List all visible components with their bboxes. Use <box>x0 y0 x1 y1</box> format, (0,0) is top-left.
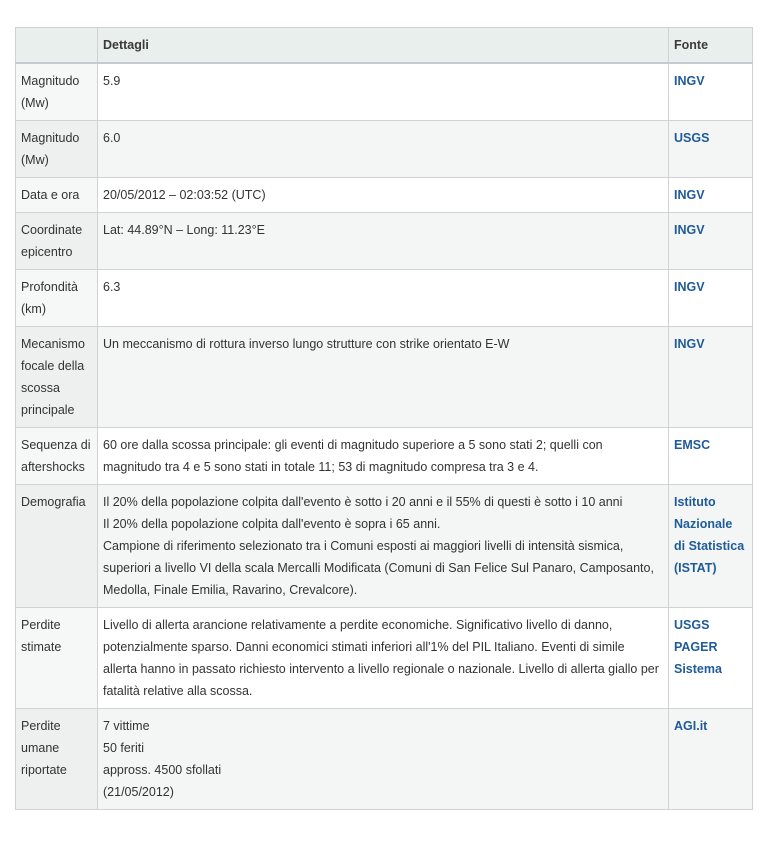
row-label: Sequenza di aftershocks <box>16 428 98 485</box>
source-link[interactable]: Istituto Nazionale di Statistica (ISTAT) <box>674 495 745 575</box>
source-link[interactable]: EMSC <box>674 438 711 452</box>
row-details <box>98 428 669 485</box>
header-details-column: Dettagli <box>98 28 669 64</box>
row-source <box>669 63 753 121</box>
row-source <box>669 213 753 270</box>
details-line: appross. 4500 sfollati <box>103 763 222 777</box>
table-row <box>16 709 753 810</box>
row-details <box>98 270 669 327</box>
details-line: 50 feriti <box>103 741 144 755</box>
table-row <box>16 608 753 709</box>
table-row <box>16 213 753 270</box>
details-line: 20/05/2012 – 02:03:52 (UTC) <box>103 188 266 202</box>
details-line: (21/05/2012) <box>103 785 174 799</box>
header-source-column: Fonte <box>669 28 753 64</box>
table-header-row <box>16 28 753 64</box>
source-link[interactable]: USGS PAGER Sistema <box>674 618 722 676</box>
row-details <box>98 178 669 213</box>
source-link[interactable]: INGV <box>674 337 705 351</box>
row-source <box>669 270 753 327</box>
row-details <box>98 485 669 608</box>
earthquake-details-table <box>15 27 753 810</box>
source-link[interactable]: INGV <box>674 280 705 294</box>
details-line: Il 20% della popolazione colpita dall'evento è sotto i 20 anni e il 55% di questi è sotto i 10 anni <box>103 495 623 509</box>
source-link[interactable]: INGV <box>674 223 705 237</box>
details-line: 5.9 <box>103 74 121 88</box>
table-row <box>16 63 753 121</box>
row-source <box>669 485 753 608</box>
row-details <box>98 327 669 428</box>
details-line: Lat: 44.89°N – Long: 11.23°E <box>103 223 265 237</box>
row-label: Demografia <box>16 485 98 608</box>
details-line: Il 20% della popolazione colpita dall'evento è sopra i 65 anni. <box>103 517 441 531</box>
table-row <box>16 178 753 213</box>
table-row <box>16 327 753 428</box>
row-label: Magnitudo (Mw) <box>16 121 98 178</box>
row-source <box>669 608 753 709</box>
source-link[interactable]: USGS <box>674 131 710 145</box>
row-details <box>98 63 669 121</box>
table-row <box>16 428 753 485</box>
row-label: Perdite umane riportate <box>16 709 98 810</box>
details-line: 60 ore dalla scossa principale: gli eventi di magnitudo superiore a 5 sono stati 2; quelli con magnitudo tra 4 e 5 sono stati in totale 11; 53 di magnitudo compresa tra 3 e 4. <box>103 438 603 474</box>
row-details <box>98 709 669 810</box>
row-source <box>669 709 753 810</box>
row-source <box>669 121 753 178</box>
row-label: Coordinate epicentro <box>16 213 98 270</box>
row-label: Perdite stimate <box>16 608 98 709</box>
row-label: Mecanismo focale della scossa principale <box>16 327 98 428</box>
row-source <box>669 178 753 213</box>
header-label-column <box>16 28 98 64</box>
source-link[interactable]: INGV <box>674 74 705 88</box>
row-details <box>98 608 669 709</box>
details-line: Campione di riferimento selezionato tra i Comuni esposti ai maggiori livelli di intensità sismica, superiori a livello VI della scala Mercalli Modificata (Comuni di San Felice Sul Panaro, Camposanto, Medolla, Finale Emilia, Ravarino, Crevalcore). <box>103 539 654 597</box>
row-details <box>98 121 669 178</box>
row-source <box>669 428 753 485</box>
row-label: Data e ora <box>16 178 98 213</box>
table-row <box>16 121 753 178</box>
details-line: Livello di allerta arancione relativamente a perdite economiche. Significativo livello di danno, potenzialmente sparso. Danni economici stimati inferiori all'1% del PIL Italiano. Eventi di simile allerta hanno in passato richiesto intervento a livello regionale o nazionale. Livello di allerta giallo per fatalità relative alla scossa. <box>103 618 659 698</box>
table-row <box>16 485 753 608</box>
details-line: Un meccanismo di rottura inverso lungo strutture con strike orientato E-W <box>103 337 510 351</box>
details-line: 6.0 <box>103 131 121 145</box>
row-details <box>98 213 669 270</box>
row-label: Profondità (km) <box>16 270 98 327</box>
table-container <box>15 27 752 810</box>
table-row <box>16 270 753 327</box>
source-link[interactable]: AGI.it <box>674 719 708 733</box>
row-source <box>669 327 753 428</box>
row-label: Magnitudo (Mw) <box>16 63 98 121</box>
source-link[interactable]: INGV <box>674 188 705 202</box>
details-line: 6.3 <box>103 280 121 294</box>
details-line: 7 vittime <box>103 719 150 733</box>
